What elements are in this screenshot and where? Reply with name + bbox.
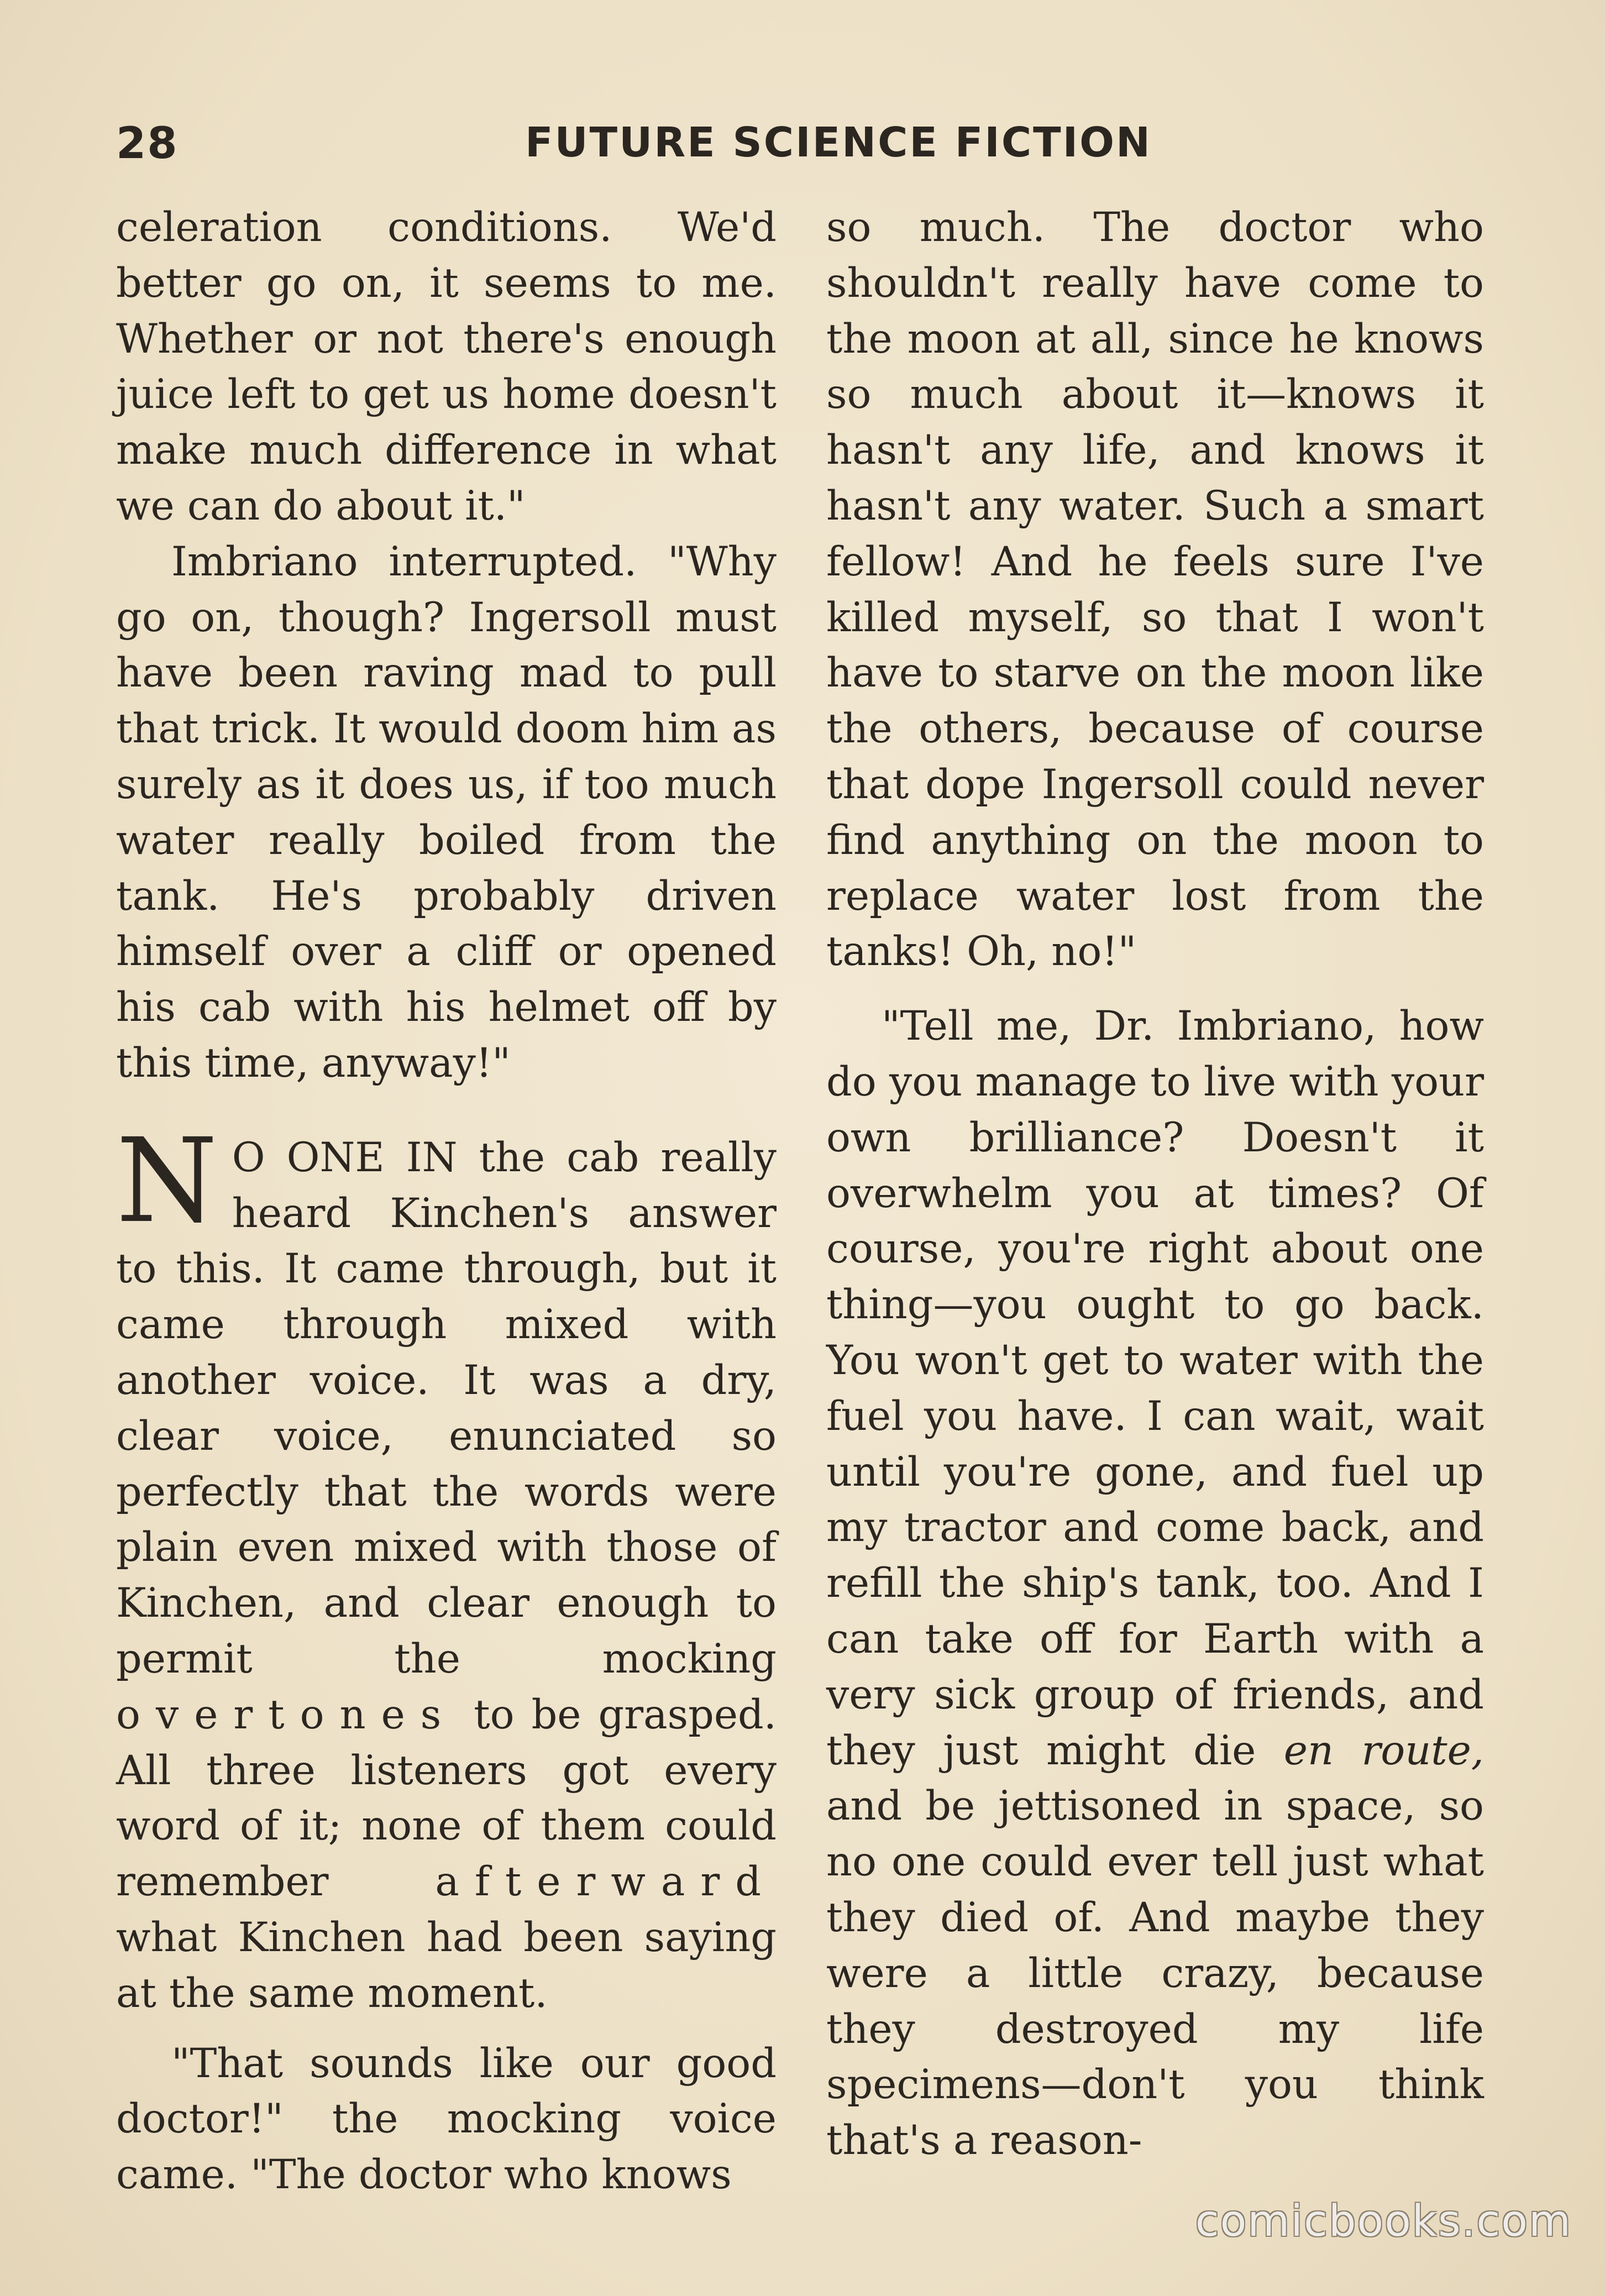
text-run: what Kinchen had been saying at the same moment. (116, 1914, 777, 2017)
page-number: 28 (116, 119, 179, 169)
right-column (826, 200, 1484, 2169)
drop-cap-letter: N (116, 1113, 218, 1249)
text-run-spaced: overtones (116, 1691, 457, 1738)
text-run-italic: en route, (1283, 1727, 1484, 1774)
watermark-logo: comicbooks.com (1195, 2197, 1572, 2246)
page-header (116, 119, 1152, 185)
text-run: "Tell me, Dr. Imbriano, how do you manage to live with your own brilliance? Doesn't it overwhelm you at times? Of course, you're right about one thing—you ought to go back. You won't get to water with the fuel you have. I can wait, wait until you're gone, and fuel up my tractor and come back, and refill the ship's tank, too. And I can take off for Earth with a very sick group of friends, and they just might die (826, 1003, 1484, 1774)
paragraph: Imbriano interrupted. "Why go on, though? Ingersoll must have been raving mad to pull that trick. It would doom him as surely as it does us, if too much water really boiled from the tank. He's probably driven himself over a cliff or opened his cab with his helmet off by this time, anyway!" (116, 538, 777, 1087)
paragraph: so much. The doctor who shouldn't really have come to the moon at all, since he knows so much about it—knows it hasn't any life, and knows it hasn't any water. Such a smart fellow! And he feels sure I've killed myself, so that I won't have to starve on the moon like the others, because of course that dope Ingersoll could never find anything on the moon to replace water lost from the tanks! Oh, no!" (826, 204, 1484, 976)
left-column (116, 200, 777, 2203)
text-run: and be jettisoned in space, so no one could ever tell just what they died of. And maybe they were a little crazy, because they destroyed my life specimens—don't you think that's a reason- (826, 1783, 1484, 2164)
paragraph (826, 999, 1484, 2169)
text-run-spaced: afterward (435, 1858, 777, 1906)
paragraph: "That sounds like our good doctor!" the mocking voice came. "The doctor who knows (116, 2040, 777, 2199)
running-title: FUTURE SCIENCE FICTION (525, 119, 1152, 166)
paragraph: celeration conditions. We'd better go on, it seems to me. Whether or not there's enough juice left to get us home doesn't make much difference in what we can do about it." (116, 204, 777, 530)
paragraph-dropcap (116, 1113, 777, 2022)
text-run: O ONE IN the cab really heard Kinchen's answer to this. It came through, but it came through mixed with another voice. It was a dry, clear voice, enunciated so perfectly that the words were plain even mixed with those of Kinchen, and clear enough to permit the mocking (116, 1134, 777, 1682)
text-run: to be grasped. All three listeners got every word of it; none of them could remember (116, 1691, 777, 1906)
paragraph-gap (826, 980, 1484, 999)
